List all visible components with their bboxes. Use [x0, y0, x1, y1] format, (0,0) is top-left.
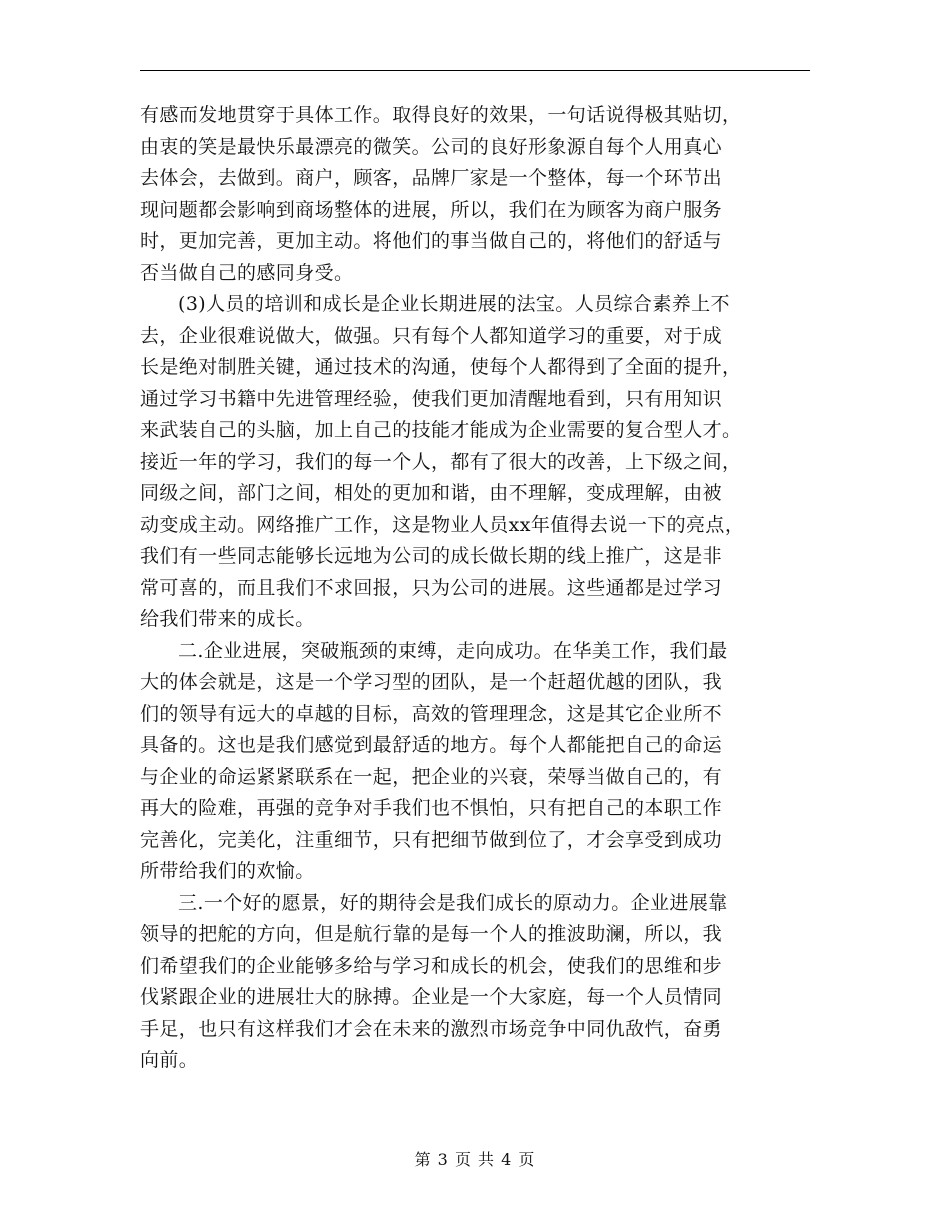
- text-line: 动变成主动。网络推广工作，这是物业人员xx年值得去说一下的亮点，: [140, 513, 745, 536]
- text-line: 大的体会就是，这是一个学习型的团队，是一个赶超优越的团队，我: [140, 671, 723, 693]
- text-line: 来武装自己的头脑，加上自己的技能才能成为企业需要的复合型人才。: [140, 419, 742, 441]
- paragraph: [140, 888, 810, 1077]
- text-line: 完善化，完美化，注重细节，只有把细节做到位了，才会享受到成功: [140, 828, 723, 851]
- text-line: 与企业的命运紧紧联系在一起，把企业的兴衰，荣辱当做自己的，有: [140, 765, 723, 788]
- text-line: 同级之间，部门之间，相处的更加和谐，由不理解，变成理解，由被: [140, 482, 723, 504]
- text-line: 常可喜的，而且我们不求回报，只为公司的进展。这些通都是过学习: [140, 576, 723, 599]
- text-line: 给我们带来的成长。: [140, 608, 315, 630]
- text-line: 向前。: [140, 1049, 199, 1071]
- text-line: 具备的。这也是我们感觉到最舒适的地方。每个人都能把自己的命运: [140, 734, 723, 756]
- text-line: 伐紧跟企业的进展壮大的脉搏。企业是一个大家庭，每一个人员情同: [140, 986, 723, 1008]
- document-body: [140, 100, 810, 1077]
- header-rule: [140, 70, 810, 71]
- text-line: 时，更加完善，更加主动。将他们的事当做自己的，将他们的舒适与: [140, 230, 723, 252]
- text-line: 手足，也只有这样我们才会在未来的激烈市场竞争中同仇敌忾，奋勇: [140, 1017, 723, 1040]
- text-line: 否当做自己的感同身受。: [140, 261, 354, 284]
- text-line: 再大的险难，再强的竞争对手我们也不惧怕，只有把自己的本职工作: [140, 797, 723, 819]
- text-line: 们的领导有远大的卓越的目标，高效的管理理念，这是其它企业所不: [140, 702, 723, 725]
- paragraph: [140, 100, 810, 289]
- text-line: 长是绝对制胜关键，通过技术的沟通，使每个人都得到了全面的提升，: [140, 356, 742, 378]
- text-line: 们希望我们的企业能够多给与学习和成长的机会，使我们的思维和步: [140, 954, 723, 977]
- page-number-footer: 第 3 页 共 4 页: [414, 1150, 536, 1169]
- text-line: 去，企业很难说做大，做强。只有每个人都知道学习的重要，对于成: [140, 324, 723, 347]
- text-line: 通过学习书籍中先进管理经验，使我们更加清醒地看到，只有用知识: [140, 387, 723, 410]
- paragraph: [140, 289, 810, 636]
- text-line: (3)人员的培训和成长是企业长期进展的法宝。人员综合素养上不: [178, 293, 730, 315]
- text-line: 三.一个好的愿景，好的期待会是我们成长的原动力。企业进展靠: [178, 891, 728, 914]
- text-line: 去体会，去做到。商户，顾客，品牌厂家是一个整体，每一个环节出: [140, 167, 723, 189]
- text-line: 二.企业进展，突破瓶颈的束缚，走向成功。在华美工作，我们最: [178, 639, 728, 662]
- text-line: 有感而发地贯穿于具体工作。取得良好的效果，一句话说得极其贴切，: [140, 104, 742, 126]
- text-line: 现问题都会影响到商场整体的进展，所以，我们在为顾客为商户服务: [140, 198, 723, 221]
- text-line: 接近一年的学习，我们的每一个人，都有了很大的改善，上下级之间，: [140, 450, 742, 473]
- text-line: 所带给我们的欢愉。: [140, 860, 315, 882]
- text-line: 由衷的笑是最快乐最漂亮的微笑。公司的良好形象源自每个人用真心: [140, 135, 723, 158]
- paragraph: [140, 636, 810, 888]
- text-line: 领导的把舵的方向，但是航行靠的是每一个人的推波助澜，所以，我: [140, 923, 723, 945]
- text-line: 我们有一些同志能够长远地为公司的成长做长期的线上推广，这是非: [140, 545, 723, 567]
